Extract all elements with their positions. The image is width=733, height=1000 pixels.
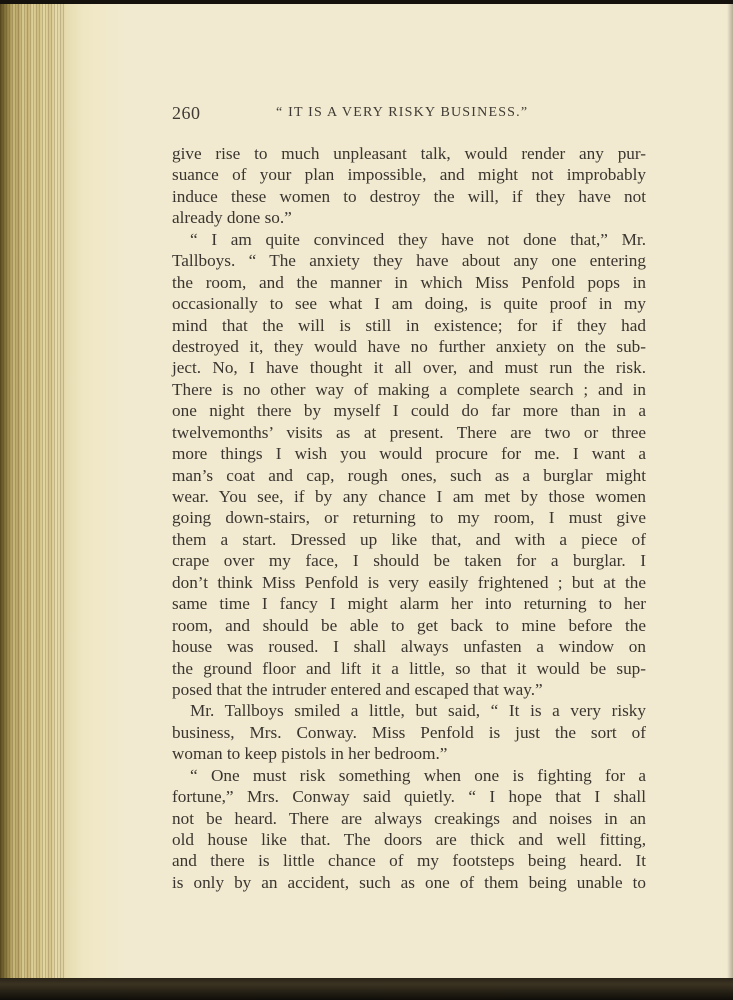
text-line: suance of your plan impossible, and might not improbably <box>172 165 646 185</box>
text-line: fortune,” Mrs. Conway said quietly. “ I hope that I shall <box>172 787 646 807</box>
text-line: going down-stairs, or returning to my room, I must give <box>172 508 646 528</box>
body-text <box>172 143 646 893</box>
text-line: induce these women to destroy the will, if they have not <box>172 186 646 206</box>
text-line: Tallboys. “ The anxiety they have about any one entering <box>172 251 646 271</box>
text-line: one night there by myself I could do far more than in a <box>172 401 646 421</box>
running-head: “ IT IS A VERY RISKY BUSINESS.” <box>276 105 529 120</box>
text-line: crape over my face, I should be taken for a burglar. I <box>172 551 646 571</box>
text-line: occasionally to see what I am doing, is quite proof in my <box>172 294 646 314</box>
text-line: old house like that. The doors are thick and well fitting, <box>172 830 646 849</box>
page-right-edge <box>727 4 733 982</box>
text-line: Mr. Tallboys smiled a little, but said, “ It is a very risky <box>190 701 646 721</box>
text-line: room, and should be able to get back to mine before the <box>172 615 646 635</box>
text-line: more things I wish you would procure for me. I want a <box>172 444 646 464</box>
text-line: not be heard. There are always creakings and noises in an <box>172 808 646 828</box>
text-line: wear. You see, if by any chance I am met by those women <box>172 487 646 506</box>
text-line: “ I am quite convinced they have not done that,” Mr. <box>190 229 646 249</box>
text-line: them a start. Dressed up like that, and with a piece of <box>172 529 646 549</box>
page-header <box>172 103 652 125</box>
page-edge-lines <box>0 4 66 982</box>
text-line: posed that the intruder entered and escaped that way.” <box>172 679 543 699</box>
text-line: house was roused. I shall always unfasten a window on <box>172 637 646 657</box>
text-line: and there is little chance of my footsteps being heard. It <box>172 851 646 871</box>
text-line: the ground floor and lift it a little, so that it would be sup- <box>172 658 646 678</box>
text-line: man’s coat and cap, rough ones, such as a burglar might <box>172 465 646 485</box>
text-line: is only by an accident, such as one of them being unable to <box>172 872 646 892</box>
text-line: “ One must risk something when one is fighting for a <box>190 765 646 785</box>
text-line: destroyed it, they would have no further anxiety on the sub- <box>172 336 646 356</box>
text-line: don’t think Miss Penfold is very easily frightened ; but at the <box>172 572 646 592</box>
bottom-shadow <box>0 978 733 1000</box>
text-line: same time I fancy I might alarm her into returning to her <box>172 594 646 614</box>
text-line: give rise to much unpleasant talk, would render any pur- <box>172 144 646 163</box>
text-line: the room, and the manner in which Miss Penfold pops in <box>172 272 646 292</box>
text-line: already done so.” <box>172 208 292 228</box>
page-number: 260 <box>172 103 201 123</box>
text-line: business, Mrs. Conway. Miss Penfold is just the sort of <box>172 722 646 742</box>
text-line: twelvemonths’ visits as at present. There are two or three <box>172 422 646 442</box>
text-line: woman to keep pistols in her bedroom.” <box>172 744 448 764</box>
text-line: mind that the will is still in existence; for if they had <box>172 315 646 335</box>
text-line: ject. No, I have thought it all over, and must run the risk. <box>172 358 646 378</box>
text-line: There is no other way of making a complete search ; and in <box>172 379 646 399</box>
